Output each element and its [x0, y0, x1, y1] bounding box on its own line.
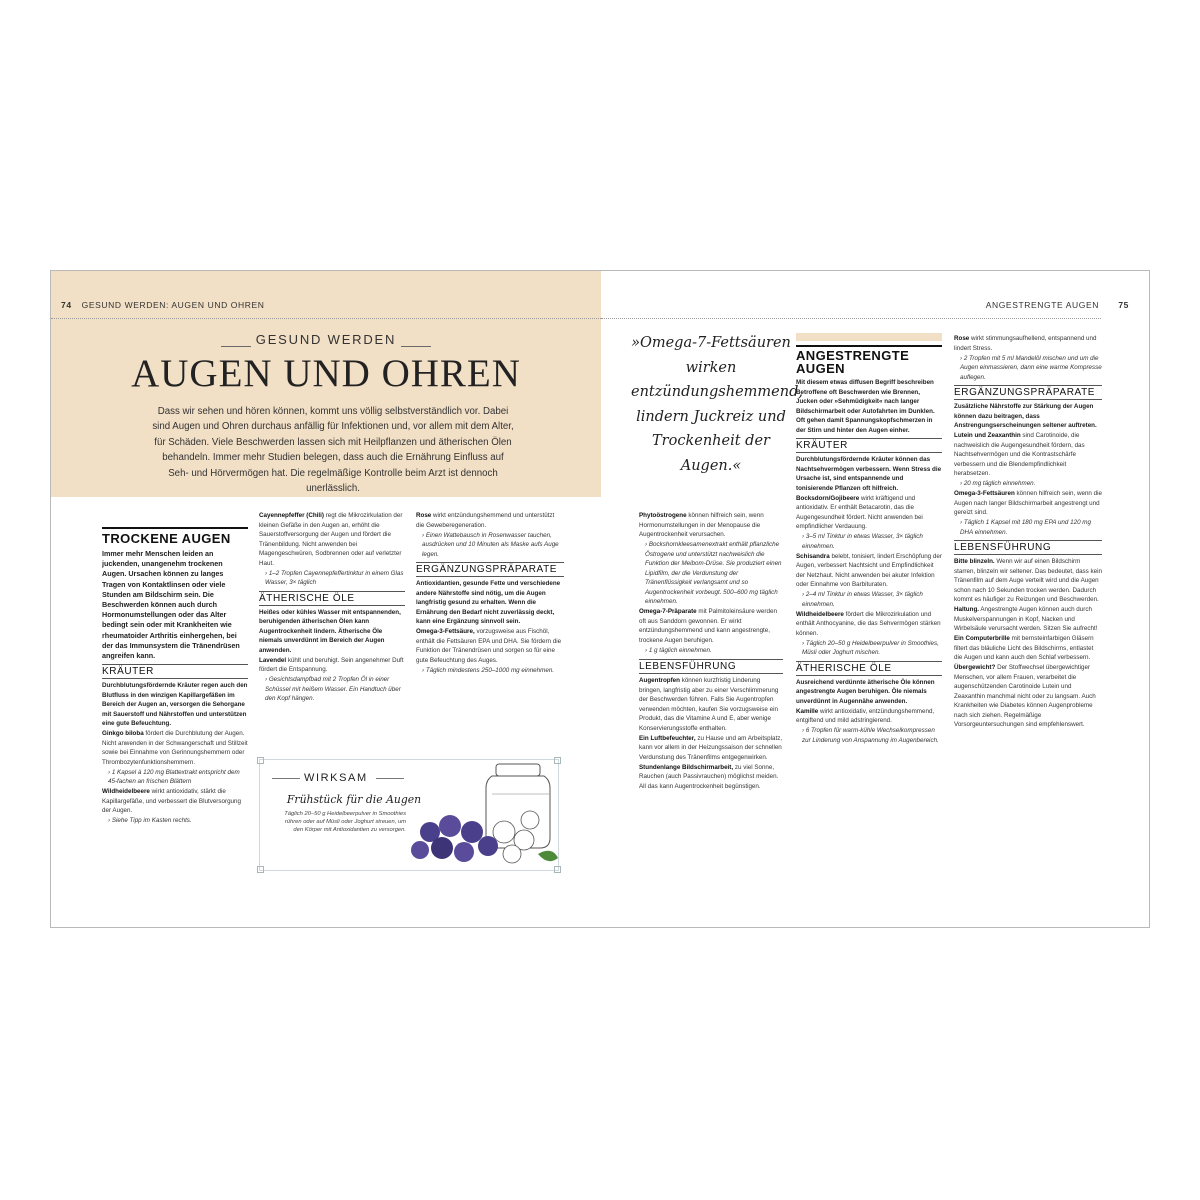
paragraph: Zusätzliche Nährstoffe zur Stärkung der Augen können dazu beitragen, dass Anstrengungserscheinungen seltener auftreten.	[954, 403, 1097, 429]
term: Rose	[954, 335, 970, 342]
box-subtitle: Frühstück für die Augen	[286, 793, 422, 806]
term: Omega-7-Präparate	[639, 608, 697, 615]
paragraph	[954, 634, 1102, 663]
paragraph: Ausreichend verdünnte ätherische Öle können angestrengte Augen beruhigen. Öle niemals unverdünnt in Augennähe anwenden.	[796, 678, 935, 705]
term: Wildheidelbeere	[102, 788, 150, 796]
tip: › 2–4 ml Tinktur in etwas Wasser, 3× täglich einnehmen.	[802, 591, 923, 608]
tip: › 3–5 ml Tinktur in etwas Wasser, 3× täglich einnehmen.	[802, 533, 923, 550]
book-spread	[50, 270, 1150, 928]
paragraph: Durchblutungsfördernde Kräuter können das Nachtsehvermögen verbessern. Wenn Stress die Ursache ist, sind entspannende und tonisierende Pflanzen oft hilfreich.	[796, 456, 942, 492]
subheading-aetherische-oele: ÄTHERISCHE ÖLE	[259, 591, 405, 606]
column-1	[102, 527, 248, 826]
box-corner	[257, 757, 264, 764]
subheading-ergaenzungspraeparate: ERGÄNZUNGSPRÄPARATE	[954, 385, 1102, 400]
tip: › 1–2 Tropfen Cayennepfeffertinktur in einem Glas Wasser, 3× täglich	[265, 569, 404, 586]
term: Bocksdorn/Gojibeere	[796, 494, 860, 502]
paragraph-text: können kurzfristig Linderung bringen, langfristig aber zu einer Verschlimmerung der Beschwerden führen. Falls Sie Augentropfen verwenden möchten, kaufen Sie vorzugsweise ein Produkt, das die Vitamine A und E, aber wenige Konservierungsstoffe enthalten.	[639, 677, 779, 732]
paragraph-text: fördert die Durchblutung der Augen. Nicht anwenden in der Schwangerschaft und Stillzeit sowie bei Einnahme von Gerinnungshemmern oder Thrombozytenfunktionshemmern.	[102, 730, 248, 766]
beige-bar	[796, 333, 942, 341]
tip: › Einen Wattebausch in Rosenwasser tauchen, ausdrücken und 10 Minuten als Maske aufs Auge legen.	[422, 531, 559, 558]
paragraph	[259, 656, 405, 675]
term: Lavendel	[259, 656, 287, 664]
paragraph	[954, 334, 1102, 353]
page-number-right: 75	[1118, 300, 1129, 310]
subheading-lebensfuehrung: LEBENSFÜHRUNG	[639, 659, 783, 674]
term: Haltung.	[954, 606, 979, 613]
tip: › Täglich 20–50 g Heidelbeerpulver in Smoothies, Müsli oder Joghurt mischen.	[802, 639, 939, 656]
paragraph: Antioxidantien, gesunde Fette und verschiedene andere Nährstoffe sind nötig, um die Augen langfristig gesund zu erhalten. Wenn die Ernährung den Bedarf nicht zuverlässig deckt, kann eine Ergänzung sinnvoll sein.	[416, 580, 561, 625]
paragraph	[796, 610, 942, 639]
paragraph	[796, 552, 942, 590]
paragraph	[102, 787, 248, 816]
running-head-right-text: ANGESTRENGTE AUGEN	[985, 300, 1099, 310]
paragraph-text: zu viel Sonne, Rauchen (auch Passivrauchen) möglichst meiden. All das kann Augentrockenheit begünstigen.	[639, 763, 779, 790]
paragraph	[954, 663, 1102, 730]
paragraph	[639, 511, 783, 540]
page-title: AUGEN UND OHREN	[131, 352, 521, 395]
term: Stundenlange Bildschirmarbeit,	[639, 763, 734, 771]
wirksam-box	[259, 759, 559, 871]
paragraph	[796, 707, 942, 726]
paragraph-text: Der Stoffwechsel übergewichtiger Menschen, vor allem Frauen, verarbeitet die augenschützenden Carotinoide Lutein und Zeaxanthin manchmal nicht oder zu langsam. Auch Krankheiten wie Diabetes können Augenprobleme nach sich ziehen. Regelmäßige Vorsorgeuntersuchungen sind empfehlenswert.	[954, 664, 1096, 728]
paragraph-text: regt die Mikrozirkulation der kleinen Gefäße in den Augen an, erhöht die Sauerstoffversorgung der Augen und fördert die Tränenbildung. Nicht anwenden bei Magengeschwüren, Sodbrennen oder auf verletzter Haut.	[259, 512, 403, 567]
lead-text: Immer mehr Menschen leiden an juckenden, unangenehm trockenen Augen. Ursachen können zu langes Tragen von Kontaktlinsen oder viele Stunden am Bildschirm sein. Die Beschwerden können auch durch Hormonumstellungen oder das Alter bedingt sein oder mit Krankheiten wie rheumatoider Arthritis einhergehen, bei der das Immunsystem die Tränendrüsen angreifen kann.	[102, 549, 240, 661]
tip: › 1 Kapsel à 120 mg Blattextrakt entspricht dem 45-fachen an frischen Blättern	[108, 768, 240, 786]
paragraph-text: sind Carotinoide, die nachweislich die Augengesundheit fördern, das Nachtsehvermögen und die Kontrastschärfe verbessern und die Blendempfindlichkeit herabsetzen.	[954, 432, 1085, 477]
box-corner	[257, 866, 264, 873]
paragraph	[954, 557, 1102, 605]
term: Ein Computerbrille	[954, 635, 1010, 642]
paragraph-text: vorzugsweise aus Fischöl, enthält die Fettsäuren EPA und DHA. Sie fördern die Funktion der Tränendrüsen und sorgen so für eine gute Befeuchtung des Auges.	[416, 628, 562, 664]
paragraph-text: können hilfreich sein, wenn die Augen nach langer Bildschirmarbeit angestrengt und gereizt sind.	[954, 490, 1102, 516]
paragraph-text: fördert die Mikrozirkulation und enthält Anthocyanine, die das Sehvermögen stärken können.	[796, 610, 941, 637]
term: Rose	[416, 512, 432, 519]
paragraph	[416, 627, 564, 665]
box-rule-left	[272, 778, 300, 779]
term: Schisandra	[796, 552, 830, 560]
paragraph	[259, 511, 405, 568]
tip: › Bockshornkleesamenextrakt enthält pflanzliche Östrogene und unterstützt nachweislich die Funktion der Meibom-Drüse. Sie produziert einen Lipidfilm, der die Verdunstung der Tränenflüssigkeit verlangsamt und so Augentrockenheit vorbeugt. 500–600 mg täglich einnehmen.	[645, 541, 782, 605]
tip: › 1 g täglich einnehmen.	[645, 646, 712, 654]
term: Omega-3-Fettsäure,	[416, 628, 475, 635]
paragraph-text: zu Hause und am Arbeitsplatz, kann vor allem in der Heizungssaison der schnellen Verdunstung des Tränenfilms entgegenwirken.	[639, 734, 783, 761]
paragraph	[954, 431, 1102, 479]
box-text: Täglich 20–50 g Heidelbeerpulver in Smoothies rühren oder auf Müsli oder Joghurt streuen, um den Körper mit Antioxidantien zu versorgen.	[284, 811, 406, 834]
paragraph	[954, 605, 1102, 634]
intro-text: Dass wir sehen und hören können, kommt uns völlig selbstverständlich vor. Dabei sind Augen und Ohren durchaus anfällig für Infektionen und, vor allem mit dem Alter, für Schäden. Viele Beschwerden lassen sich mit Heilpflanzen und ätherischen Ölen behandeln. Immer mehr Studien belegen, dass auch die Ernährung Einfluss auf Seh- und Hörvermögen hat. Die regelmäßige Kontrolle beim Arzt ist dennoch unerlässlich.	[152, 406, 514, 495]
box-label: WIRKSAM	[304, 772, 368, 784]
paragraph-text: Angestrengte Augen können auch durch Muskelverspannungen in Kopf, Nacken und Wirbelsäule verursacht werden. Sitzen Sie aufrecht!	[954, 606, 1098, 632]
tip: › Täglich mindestens 250–1000 mg einnehmen.	[422, 666, 555, 674]
subheading-kraeuter: KRÄUTER	[102, 664, 248, 679]
leaf-icon	[538, 851, 558, 861]
paragraph-text: wirkt antioxidativ, entzündungshemmend, entgiftend und mild adstringierend.	[796, 707, 935, 724]
running-head-left-text: GESUND WERDEN: AUGEN UND OHREN	[81, 300, 265, 310]
tip: › 2 Tropfen mit 5 ml Mandelöl mischen und um die Augen einmassieren, dann eine warme Kompresse auflegen.	[960, 354, 1102, 381]
section-kicker: GESUND WERDEN	[255, 332, 397, 347]
pull-quote: »Omega-7-Fettsäuren wirken entzündungshemmend, lindern Juckreiz und Trockenheit der Augen.«	[631, 335, 803, 474]
lead-text: Mit diesem etwas diffusen Begriff beschreiben Betroffene oft Beschwerden wie Brennen, Jucken oder »Sehmüdigkeit« nach langer Bildschirmarbeit oder Autofahrten im Dunklen. Oft gehen damit Spannungskopfschmerzen in der Stirn und hinter den Augen einher.	[796, 379, 935, 434]
tip: › Siehe Tipp im Kasten rechts.	[108, 817, 192, 825]
dotted-rule-right	[601, 318, 1101, 319]
paragraph-text: kühlt und beruhigt. Sein angenehmer Duft fördert die Entspannung.	[259, 656, 404, 673]
subheading-lebensfuehrung: LEBENSFÜHRUNG	[954, 540, 1102, 555]
paragraph	[639, 763, 783, 792]
paragraph-text: können hilfreich sein, wenn Hormonumstellungen in der Menopause die Augentrockenheit verursachen.	[639, 512, 764, 538]
paragraph-text: belebt, tonisiert, lindert Erschöpfung der Augen, verbessert Nachtsicht und Empfindlichkeit der Netzhaut. Nicht anwenden bei akuter Infektion oder Einnahme von Barbituraten.	[796, 552, 942, 588]
tip: › 6 Tropfen für warm-kühle Wechselkompressen zur Linderung von Anspannung im Augenbereich.	[802, 727, 939, 744]
column-5	[796, 333, 942, 746]
term: Omega-3-Fettsäuren	[954, 490, 1015, 497]
paragraph: Heißes oder kühles Wasser mit entspannenden, beruhigenden ätherischen Ölen kann Augentrockenheit lindern. Ätherische Öle niemals unverdünnt im Bereich der Augen anwenden.	[259, 608, 401, 654]
paragraph	[102, 729, 248, 767]
term: Augentropfen	[639, 677, 680, 684]
heading-angestrengte-augen: ANGESTRENGTE AUGEN	[796, 345, 942, 375]
paragraph-text: wirkt entzündungshemmend und unterstützt die Geweberegeneration.	[416, 512, 555, 529]
paragraph	[954, 489, 1102, 518]
paragraph-text: wirkt antioxidativ, stärkt die Kapillargefäße, und verbessert die Blutversorgung der Augen.	[102, 788, 241, 815]
term: Bitte blinzeln.	[954, 558, 995, 565]
running-head-left	[61, 300, 264, 310]
term: Wildheidelbeere	[796, 610, 844, 618]
tip: › Gesichtsdampfbad mit 2 Tropfen Öl in einer Schüssel mit heißem Wasser. Ein Handtuch über den Kopf hängen.	[265, 676, 401, 702]
term: Cayennepfeffer (Chili)	[259, 512, 324, 519]
term: Ein Luftbefeuchter,	[639, 734, 696, 742]
column-2	[259, 511, 405, 704]
subheading-ergaenzungspraeparate: ERGÄNZUNGSPRÄPARATE	[416, 562, 564, 577]
tip: › 20 mg täglich einnehmen.	[960, 480, 1036, 487]
paragraph	[639, 734, 783, 763]
tip: › Täglich 1 Kapsel mit 180 mg EPA und 120 mg DHA einnehmen.	[960, 519, 1091, 536]
paragraph-text: Wenn wir auf einen Bildschirm starren, blinzeln wir seltener. Das bedeutet, dass kein Tränenfilm auf dem Auge verteilt wird und die Augen schon nach 10 Sekunden trocken werden. Dadurch kommt es häufiger zu Reizungen und Beschwerden.	[954, 558, 1102, 603]
paragraph	[639, 676, 783, 733]
term: Lutein und Zeaxanthin	[954, 432, 1021, 439]
subheading-kraeuter: KRÄUTER	[796, 438, 942, 453]
paragraph-text: wirkt stimmungsaufhellend, entspannend und lindert Stress.	[954, 335, 1097, 352]
dotted-rule-left	[51, 318, 601, 319]
term: Ginkgo biloba	[102, 730, 144, 738]
paragraph	[639, 607, 783, 645]
page-number-left: 74	[61, 300, 72, 310]
paragraph	[416, 511, 564, 530]
column-4	[639, 511, 783, 792]
paragraph: Durchblutungsfördernde Kräuter regen auch den Blutfluss in den winzigen Kapillargefäßen im Bereich der Augen an, versorgen die Sehorgane mit Sauerstoff und Nährstoffen und unterstützen eine gute Befeuchtung.	[102, 682, 248, 728]
paragraph-text: wirkt kräftigend und antioxidativ. Er enthält Betacarotin, das die Augengesundheit fördert. Nicht anwenden bei empfindlicher Verdauung.	[796, 494, 923, 530]
paragraph-text: mit Palmitoleinsäure werden oft aus Sanddorn gewonnen. Er wirkt entzündungshemmend und kann angestrengte, trockene Augen beruhigen.	[639, 608, 777, 644]
blueberry-illustration	[400, 760, 560, 870]
subheading-aetherische-oele: ÄTHERISCHE ÖLE	[796, 661, 942, 676]
heading-trockene-augen: TROCKENE AUGEN	[102, 527, 248, 546]
column-3	[416, 511, 564, 676]
paragraph-text: mit bernsteinfarbigen Gläsern filtert das bläuliche Licht des Bildschirms, entlastet die Augen und kann auch den Schlaf verbessern.	[954, 635, 1094, 661]
term: Kamille	[796, 707, 819, 715]
column-6	[954, 334, 1102, 730]
term: Übergewicht?	[954, 664, 996, 671]
term: Phytoöstrogene	[639, 512, 687, 519]
paragraph	[796, 494, 942, 532]
